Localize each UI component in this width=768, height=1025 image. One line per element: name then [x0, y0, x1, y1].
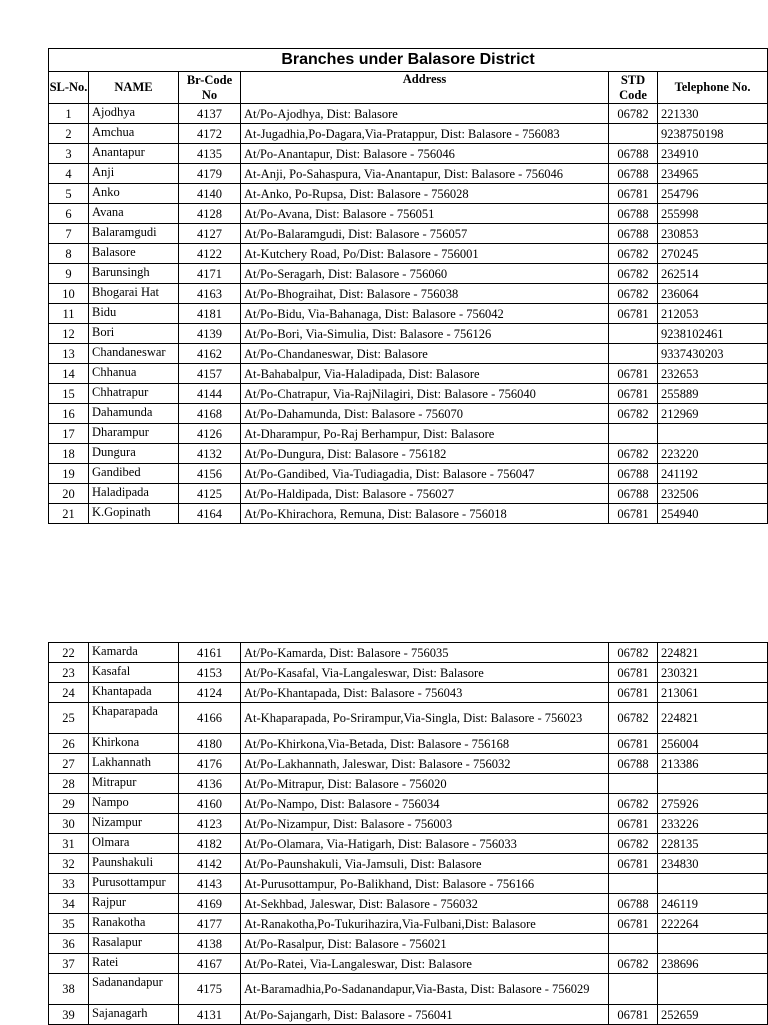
address-cell: At/Po-Khirkona,Via-Betada, Dist: Balasore - 756168: [241, 734, 609, 754]
std-code-cell: 06782: [609, 643, 658, 663]
sl-no-cell: 15: [49, 384, 89, 404]
br-code-cell: 4176: [179, 754, 241, 774]
branch-name-cell: Paunshakuli: [89, 854, 179, 874]
sl-no-cell: 3: [49, 144, 89, 164]
br-code-cell: 4128: [179, 204, 241, 224]
std-code-cell: 06781: [609, 683, 658, 703]
br-code-cell: 4157: [179, 364, 241, 384]
sl-no-cell: 38: [49, 974, 89, 1005]
sl-no-cell: 9: [49, 264, 89, 284]
br-code-cell: 4137: [179, 104, 241, 124]
std-code-cell: 06781: [609, 384, 658, 404]
sl-no-cell: 14: [49, 364, 89, 384]
address-cell: At/Po-Olamara, Via-Hatigarh, Dist: Balasore - 756033: [241, 834, 609, 854]
branches-table-part2: [48, 642, 768, 1025]
sl-no-cell: 32: [49, 854, 89, 874]
address-cell: At-Baramadhia,Po-Sadanandapur,Via-Basta, Dist: Balasore - 756029: [241, 974, 609, 1005]
sl-no-cell: 12: [49, 324, 89, 344]
branch-name-cell: Chhatrapur: [89, 384, 179, 404]
address-cell: At/Po-Khirachora, Remuna, Dist: Balasore - 756018: [241, 504, 609, 524]
branch-name-cell: Ajodhya: [89, 104, 179, 124]
table-row: [49, 934, 768, 954]
telephone-cell: 224821: [658, 703, 768, 734]
std-code-cell: 06782: [609, 104, 658, 124]
sl-no-cell: 29: [49, 794, 89, 814]
address-cell: At-Anji, Po-Sahaspura, Via-Anantapur, Dist: Balasore - 756046: [241, 164, 609, 184]
sl-no-cell: 17: [49, 424, 89, 444]
branch-name-cell: Balasore: [89, 244, 179, 264]
std-code-cell: 06782: [609, 444, 658, 464]
std-code-cell: 06782: [609, 284, 658, 304]
header-std-code: STD Code: [609, 72, 658, 104]
std-code-cell: 06782: [609, 703, 658, 734]
std-code-cell: 06782: [609, 954, 658, 974]
sl-no-cell: 11: [49, 304, 89, 324]
address-cell: At/Po-Nampo, Dist: Balasore - 756034: [241, 794, 609, 814]
sl-no-cell: 2: [49, 124, 89, 144]
address-cell: At/Po-Sajangarh, Dist: Balasore - 756041: [241, 1005, 609, 1025]
std-code-cell: [609, 974, 658, 1005]
std-code-cell: 06781: [609, 814, 658, 834]
std-code-cell: 06788: [609, 484, 658, 504]
table-row: [49, 703, 768, 734]
telephone-cell: 223220: [658, 444, 768, 464]
address-cell: At-Khaparapada, Po-Srirampur,Via-Singla, Dist: Balasore - 756023: [241, 703, 609, 734]
telephone-cell: 234910: [658, 144, 768, 164]
branch-name-cell: Amchua: [89, 124, 179, 144]
address-cell: At-Ranakotha,Po-Tukurihazira,Via-Fulbani,Dist: Balasore: [241, 914, 609, 934]
address-cell: At/Po-Kamarda, Dist: Balasore - 756035: [241, 643, 609, 663]
table-row: [49, 794, 768, 814]
std-code-cell: 06782: [609, 244, 658, 264]
br-code-cell: 4140: [179, 184, 241, 204]
header-br-code: Br-Code No: [179, 72, 241, 104]
br-code-cell: 4180: [179, 734, 241, 754]
sl-no-cell: 19: [49, 464, 89, 484]
std-code-cell: 06781: [609, 914, 658, 934]
table-row: [49, 834, 768, 854]
branch-name-cell: Chhanua: [89, 364, 179, 384]
header-telephone: Telephone No.: [658, 72, 768, 104]
branch-name-cell: Dharampur: [89, 424, 179, 444]
address-cell: At/Po-Anantapur, Dist: Balasore - 756046: [241, 144, 609, 164]
table-row: [49, 424, 768, 444]
table-row: [49, 324, 768, 344]
address-cell: At-Dharampur, Po-Raj Berhampur, Dist: Balasore: [241, 424, 609, 444]
address-cell: At/Po-Rasalpur, Dist: Balasore - 756021: [241, 934, 609, 954]
br-code-cell: 4126: [179, 424, 241, 444]
branch-name-cell: Ratei: [89, 954, 179, 974]
address-cell: At-Kutchery Road, Po/Dist: Balasore - 756001: [241, 244, 609, 264]
sl-no-cell: 7: [49, 224, 89, 244]
telephone-cell: 254940: [658, 504, 768, 524]
br-code-cell: 4138: [179, 934, 241, 954]
table-row: [49, 364, 768, 384]
std-code-cell: 06788: [609, 464, 658, 484]
br-code-cell: 4156: [179, 464, 241, 484]
telephone-cell: 236064: [658, 284, 768, 304]
telephone-cell: 9238102461: [658, 324, 768, 344]
table-row: [49, 144, 768, 164]
branches-table-part1: [48, 48, 768, 524]
branch-name-cell: Lakhannath: [89, 754, 179, 774]
br-code-cell: 4175: [179, 974, 241, 1005]
address-cell: At/Po-Lakhannath, Jaleswar, Dist: Balasore - 756032: [241, 754, 609, 774]
br-code-cell: 4177: [179, 914, 241, 934]
sl-no-cell: 18: [49, 444, 89, 464]
std-code-cell: 06781: [609, 184, 658, 204]
sl-no-cell: 20: [49, 484, 89, 504]
sl-no-cell: 22: [49, 643, 89, 663]
br-code-cell: 4127: [179, 224, 241, 244]
std-code-cell: [609, 934, 658, 954]
header-name: NAME: [89, 72, 179, 104]
std-code-cell: 06782: [609, 264, 658, 284]
table-row: [49, 244, 768, 264]
address-cell: At-Jugadhia,Po-Dagara,Via-Pratappur, Dist: Balasore - 756083: [241, 124, 609, 144]
branch-name-cell: Nizampur: [89, 814, 179, 834]
std-code-cell: [609, 124, 658, 144]
table-row: [49, 344, 768, 364]
std-code-cell: 06781: [609, 504, 658, 524]
telephone-cell: 232653: [658, 364, 768, 384]
address-cell: At/Po-Gandibed, Via-Tudiagadia, Dist: Balasore - 756047: [241, 464, 609, 484]
table-row: [49, 914, 768, 934]
table-row: [49, 504, 768, 524]
page-title: Branches under Balasore District: [49, 49, 768, 72]
table-row: [49, 484, 768, 504]
sl-no-cell: 27: [49, 754, 89, 774]
sl-no-cell: 26: [49, 734, 89, 754]
branch-name-cell: Anji: [89, 164, 179, 184]
table-row: [49, 404, 768, 424]
telephone-cell: 254796: [658, 184, 768, 204]
branch-name-cell: Gandibed: [89, 464, 179, 484]
table-row: [49, 1005, 768, 1025]
table-body-part2: [49, 643, 768, 1025]
sl-no-cell: 30: [49, 814, 89, 834]
branch-name-cell: Kamarda: [89, 643, 179, 663]
address-cell: At/Po-Bidu, Via-Bahanaga, Dist: Balasore - 756042: [241, 304, 609, 324]
std-code-cell: 06788: [609, 204, 658, 224]
sl-no-cell: 1: [49, 104, 89, 124]
table-row: [49, 814, 768, 834]
branch-name-cell: Mitrapur: [89, 774, 179, 794]
address-cell: At/Po-Nizampur, Dist: Balasore - 756003: [241, 814, 609, 834]
sl-no-cell: 4: [49, 164, 89, 184]
sl-no-cell: 33: [49, 874, 89, 894]
br-code-cell: 4172: [179, 124, 241, 144]
sl-no-cell: 24: [49, 683, 89, 703]
std-code-cell: 06781: [609, 734, 658, 754]
branch-name-cell: Rasalapur: [89, 934, 179, 954]
std-code-cell: [609, 424, 658, 444]
branch-name-cell: Purusottampur: [89, 874, 179, 894]
std-code-cell: 06781: [609, 1005, 658, 1025]
sl-no-cell: 16: [49, 404, 89, 424]
branch-name-cell: Chandaneswar: [89, 344, 179, 364]
sl-no-cell: 10: [49, 284, 89, 304]
branch-name-cell: Rajpur: [89, 894, 179, 914]
address-cell: At-Purusottampur, Po-Balikhand, Dist: Balasore - 756166: [241, 874, 609, 894]
br-code-cell: 4124: [179, 683, 241, 703]
std-code-cell: 06782: [609, 404, 658, 424]
telephone-cell: [658, 774, 768, 794]
sl-no-cell: 13: [49, 344, 89, 364]
table-row: [49, 683, 768, 703]
br-code-cell: 4136: [179, 774, 241, 794]
branch-name-cell: Anko: [89, 184, 179, 204]
branch-name-cell: Bori: [89, 324, 179, 344]
table-row: [49, 184, 768, 204]
telephone-cell: 238696: [658, 954, 768, 974]
address-cell: At-Anko, Po-Rupsa, Dist: Balasore - 756028: [241, 184, 609, 204]
address-cell: At-Sekhbad, Jaleswar, Dist: Balasore - 756032: [241, 894, 609, 914]
br-code-cell: 4131: [179, 1005, 241, 1025]
branch-name-cell: Barunsingh: [89, 264, 179, 284]
br-code-cell: 4123: [179, 814, 241, 834]
table-row: [49, 224, 768, 244]
telephone-cell: 262514: [658, 264, 768, 284]
std-code-cell: 06781: [609, 663, 658, 683]
std-code-cell: [609, 774, 658, 794]
telephone-cell: 232506: [658, 484, 768, 504]
address-cell: At/Po-Dungura, Dist: Balasore - 756182: [241, 444, 609, 464]
telephone-cell: 222264: [658, 914, 768, 934]
address-cell: At/Po-Chandaneswar, Dist: Balasore: [241, 344, 609, 364]
br-code-cell: 4182: [179, 834, 241, 854]
address-cell: At/Po-Bhograihat, Dist: Balasore - 756038: [241, 284, 609, 304]
branch-name-cell: Kasafal: [89, 663, 179, 683]
br-code-cell: 4135: [179, 144, 241, 164]
branch-name-cell: Khirkona: [89, 734, 179, 754]
address-cell: At/Po-Chatrapur, Via-RajNilagiri, Dist: Balasore - 756040: [241, 384, 609, 404]
header-sl-no: SL-No.: [49, 72, 89, 104]
sl-no-cell: 34: [49, 894, 89, 914]
address-cell: At/Po-Bori, Via-Simulia, Dist: Balasore - 756126: [241, 324, 609, 344]
telephone-cell: 212969: [658, 404, 768, 424]
br-code-cell: 4125: [179, 484, 241, 504]
branch-name-cell: Avana: [89, 204, 179, 224]
table-row: [49, 874, 768, 894]
branch-name-cell: Bidu: [89, 304, 179, 324]
branch-name-cell: Dahamunda: [89, 404, 179, 424]
header-address: Address: [241, 72, 609, 104]
br-code-cell: 4166: [179, 703, 241, 734]
table-row: [49, 643, 768, 663]
br-code-cell: 4153: [179, 663, 241, 683]
std-code-cell: [609, 324, 658, 344]
telephone-cell: 213386: [658, 754, 768, 774]
sl-no-cell: 35: [49, 914, 89, 934]
br-code-cell: 4132: [179, 444, 241, 464]
telephone-cell: 255889: [658, 384, 768, 404]
table-row: [49, 754, 768, 774]
table-row: [49, 894, 768, 914]
br-code-cell: 4143: [179, 874, 241, 894]
branch-name-cell: Sadanandapur: [89, 974, 179, 1005]
sl-no-cell: 8: [49, 244, 89, 264]
br-code-cell: 4162: [179, 344, 241, 364]
table-row: [49, 384, 768, 404]
address-cell: At/Po-Balaramgudi, Dist: Balasore - 756057: [241, 224, 609, 244]
address-cell: At/Po-Mitrapur, Dist: Balasore - 756020: [241, 774, 609, 794]
br-code-cell: 4160: [179, 794, 241, 814]
telephone-cell: 212053: [658, 304, 768, 324]
telephone-cell: 230853: [658, 224, 768, 244]
br-code-cell: 4163: [179, 284, 241, 304]
br-code-cell: 4179: [179, 164, 241, 184]
telephone-cell: 9238750198: [658, 124, 768, 144]
telephone-cell: 255998: [658, 204, 768, 224]
branch-name-cell: Sajanagarh: [89, 1005, 179, 1025]
table-row: [49, 104, 768, 124]
address-cell: At/Po-Paunshakuli, Via-Jamsuli, Dist: Balasore: [241, 854, 609, 874]
br-code-cell: 4171: [179, 264, 241, 284]
table-row: [49, 734, 768, 754]
sl-no-cell: 21: [49, 504, 89, 524]
table-body-part1: [49, 104, 768, 524]
branch-name-cell: Khaparapada: [89, 703, 179, 734]
telephone-cell: 233226: [658, 814, 768, 834]
telephone-cell: 241192: [658, 464, 768, 484]
std-code-cell: 06788: [609, 144, 658, 164]
telephone-cell: 213061: [658, 683, 768, 703]
branch-name-cell: Olmara: [89, 834, 179, 854]
sl-no-cell: 39: [49, 1005, 89, 1025]
sl-no-cell: 6: [49, 204, 89, 224]
table-row: [49, 284, 768, 304]
table-row: [49, 124, 768, 144]
br-code-cell: 4169: [179, 894, 241, 914]
telephone-cell: 228135: [658, 834, 768, 854]
br-code-cell: 4142: [179, 854, 241, 874]
table-row: [49, 954, 768, 974]
telephone-cell: 234830: [658, 854, 768, 874]
branch-name-cell: Balaramgudi: [89, 224, 179, 244]
table-row: [49, 264, 768, 284]
telephone-cell: 252659: [658, 1005, 768, 1025]
address-cell: At/Po-Haldipada, Dist: Balasore - 756027: [241, 484, 609, 504]
table-row: [49, 663, 768, 683]
branch-name-cell: Bhogarai Hat: [89, 284, 179, 304]
address-cell: At/Po-Ratei, Via-Langaleswar, Dist: Balasore: [241, 954, 609, 974]
sl-no-cell: 23: [49, 663, 89, 683]
std-code-cell: [609, 874, 658, 894]
branch-name-cell: Dungura: [89, 444, 179, 464]
branch-name-cell: Nampo: [89, 794, 179, 814]
table-row: [49, 854, 768, 874]
branch-name-cell: K.Gopinath: [89, 504, 179, 524]
br-code-cell: 4122: [179, 244, 241, 264]
address-cell: At/Po-Seragarh, Dist: Balasore - 756060: [241, 264, 609, 284]
std-code-cell: 06782: [609, 794, 658, 814]
address-cell: At/Po-Kasafal, Via-Langaleswar, Dist: Balasore: [241, 663, 609, 683]
address-cell: At/Po-Ajodhya, Dist: Balasore: [241, 104, 609, 124]
telephone-cell: [658, 424, 768, 444]
std-code-cell: 06788: [609, 224, 658, 244]
sl-no-cell: 36: [49, 934, 89, 954]
telephone-cell: 256004: [658, 734, 768, 754]
table-row: [49, 774, 768, 794]
sl-no-cell: 25: [49, 703, 89, 734]
table-row: [49, 444, 768, 464]
br-code-cell: 4167: [179, 954, 241, 974]
address-cell: At/Po-Avana, Dist: Balasore - 756051: [241, 204, 609, 224]
std-code-cell: [609, 344, 658, 364]
br-code-cell: 4161: [179, 643, 241, 663]
telephone-cell: [658, 874, 768, 894]
br-code-cell: 4168: [179, 404, 241, 424]
table-row: [49, 464, 768, 484]
branch-name-cell: Anantapur: [89, 144, 179, 164]
std-code-cell: 06788: [609, 894, 658, 914]
std-code-cell: 06781: [609, 364, 658, 384]
branch-name-cell: Haladipada: [89, 484, 179, 504]
telephone-cell: 246119: [658, 894, 768, 914]
std-code-cell: 06782: [609, 834, 658, 854]
std-code-cell: 06781: [609, 854, 658, 874]
table-row: [49, 304, 768, 324]
sl-no-cell: 5: [49, 184, 89, 204]
table-row: [49, 974, 768, 1005]
telephone-cell: [658, 974, 768, 1005]
address-cell: At/Po-Dahamunda, Dist: Balasore - 756070: [241, 404, 609, 424]
telephone-cell: 275926: [658, 794, 768, 814]
table-row: [49, 164, 768, 184]
telephone-cell: 224821: [658, 643, 768, 663]
br-code-cell: 4164: [179, 504, 241, 524]
br-code-cell: 4144: [179, 384, 241, 404]
address-cell: At/Po-Khantapada, Dist: Balasore - 756043: [241, 683, 609, 703]
std-code-cell: 06788: [609, 754, 658, 774]
telephone-cell: 270245: [658, 244, 768, 264]
telephone-cell: [658, 934, 768, 954]
sl-no-cell: 37: [49, 954, 89, 974]
br-code-cell: 4139: [179, 324, 241, 344]
sl-no-cell: 28: [49, 774, 89, 794]
branch-name-cell: Ranakotha: [89, 914, 179, 934]
table-row: [49, 204, 768, 224]
telephone-cell: 230321: [658, 663, 768, 683]
std-code-cell: 06781: [609, 304, 658, 324]
address-cell: At-Bahabalpur, Via-Haladipada, Dist: Balasore: [241, 364, 609, 384]
br-code-cell: 4181: [179, 304, 241, 324]
telephone-cell: 234965: [658, 164, 768, 184]
std-code-cell: 06788: [609, 164, 658, 184]
telephone-cell: 9337430203: [658, 344, 768, 364]
branch-name-cell: Khantapada: [89, 683, 179, 703]
sl-no-cell: 31: [49, 834, 89, 854]
telephone-cell: 221330: [658, 104, 768, 124]
